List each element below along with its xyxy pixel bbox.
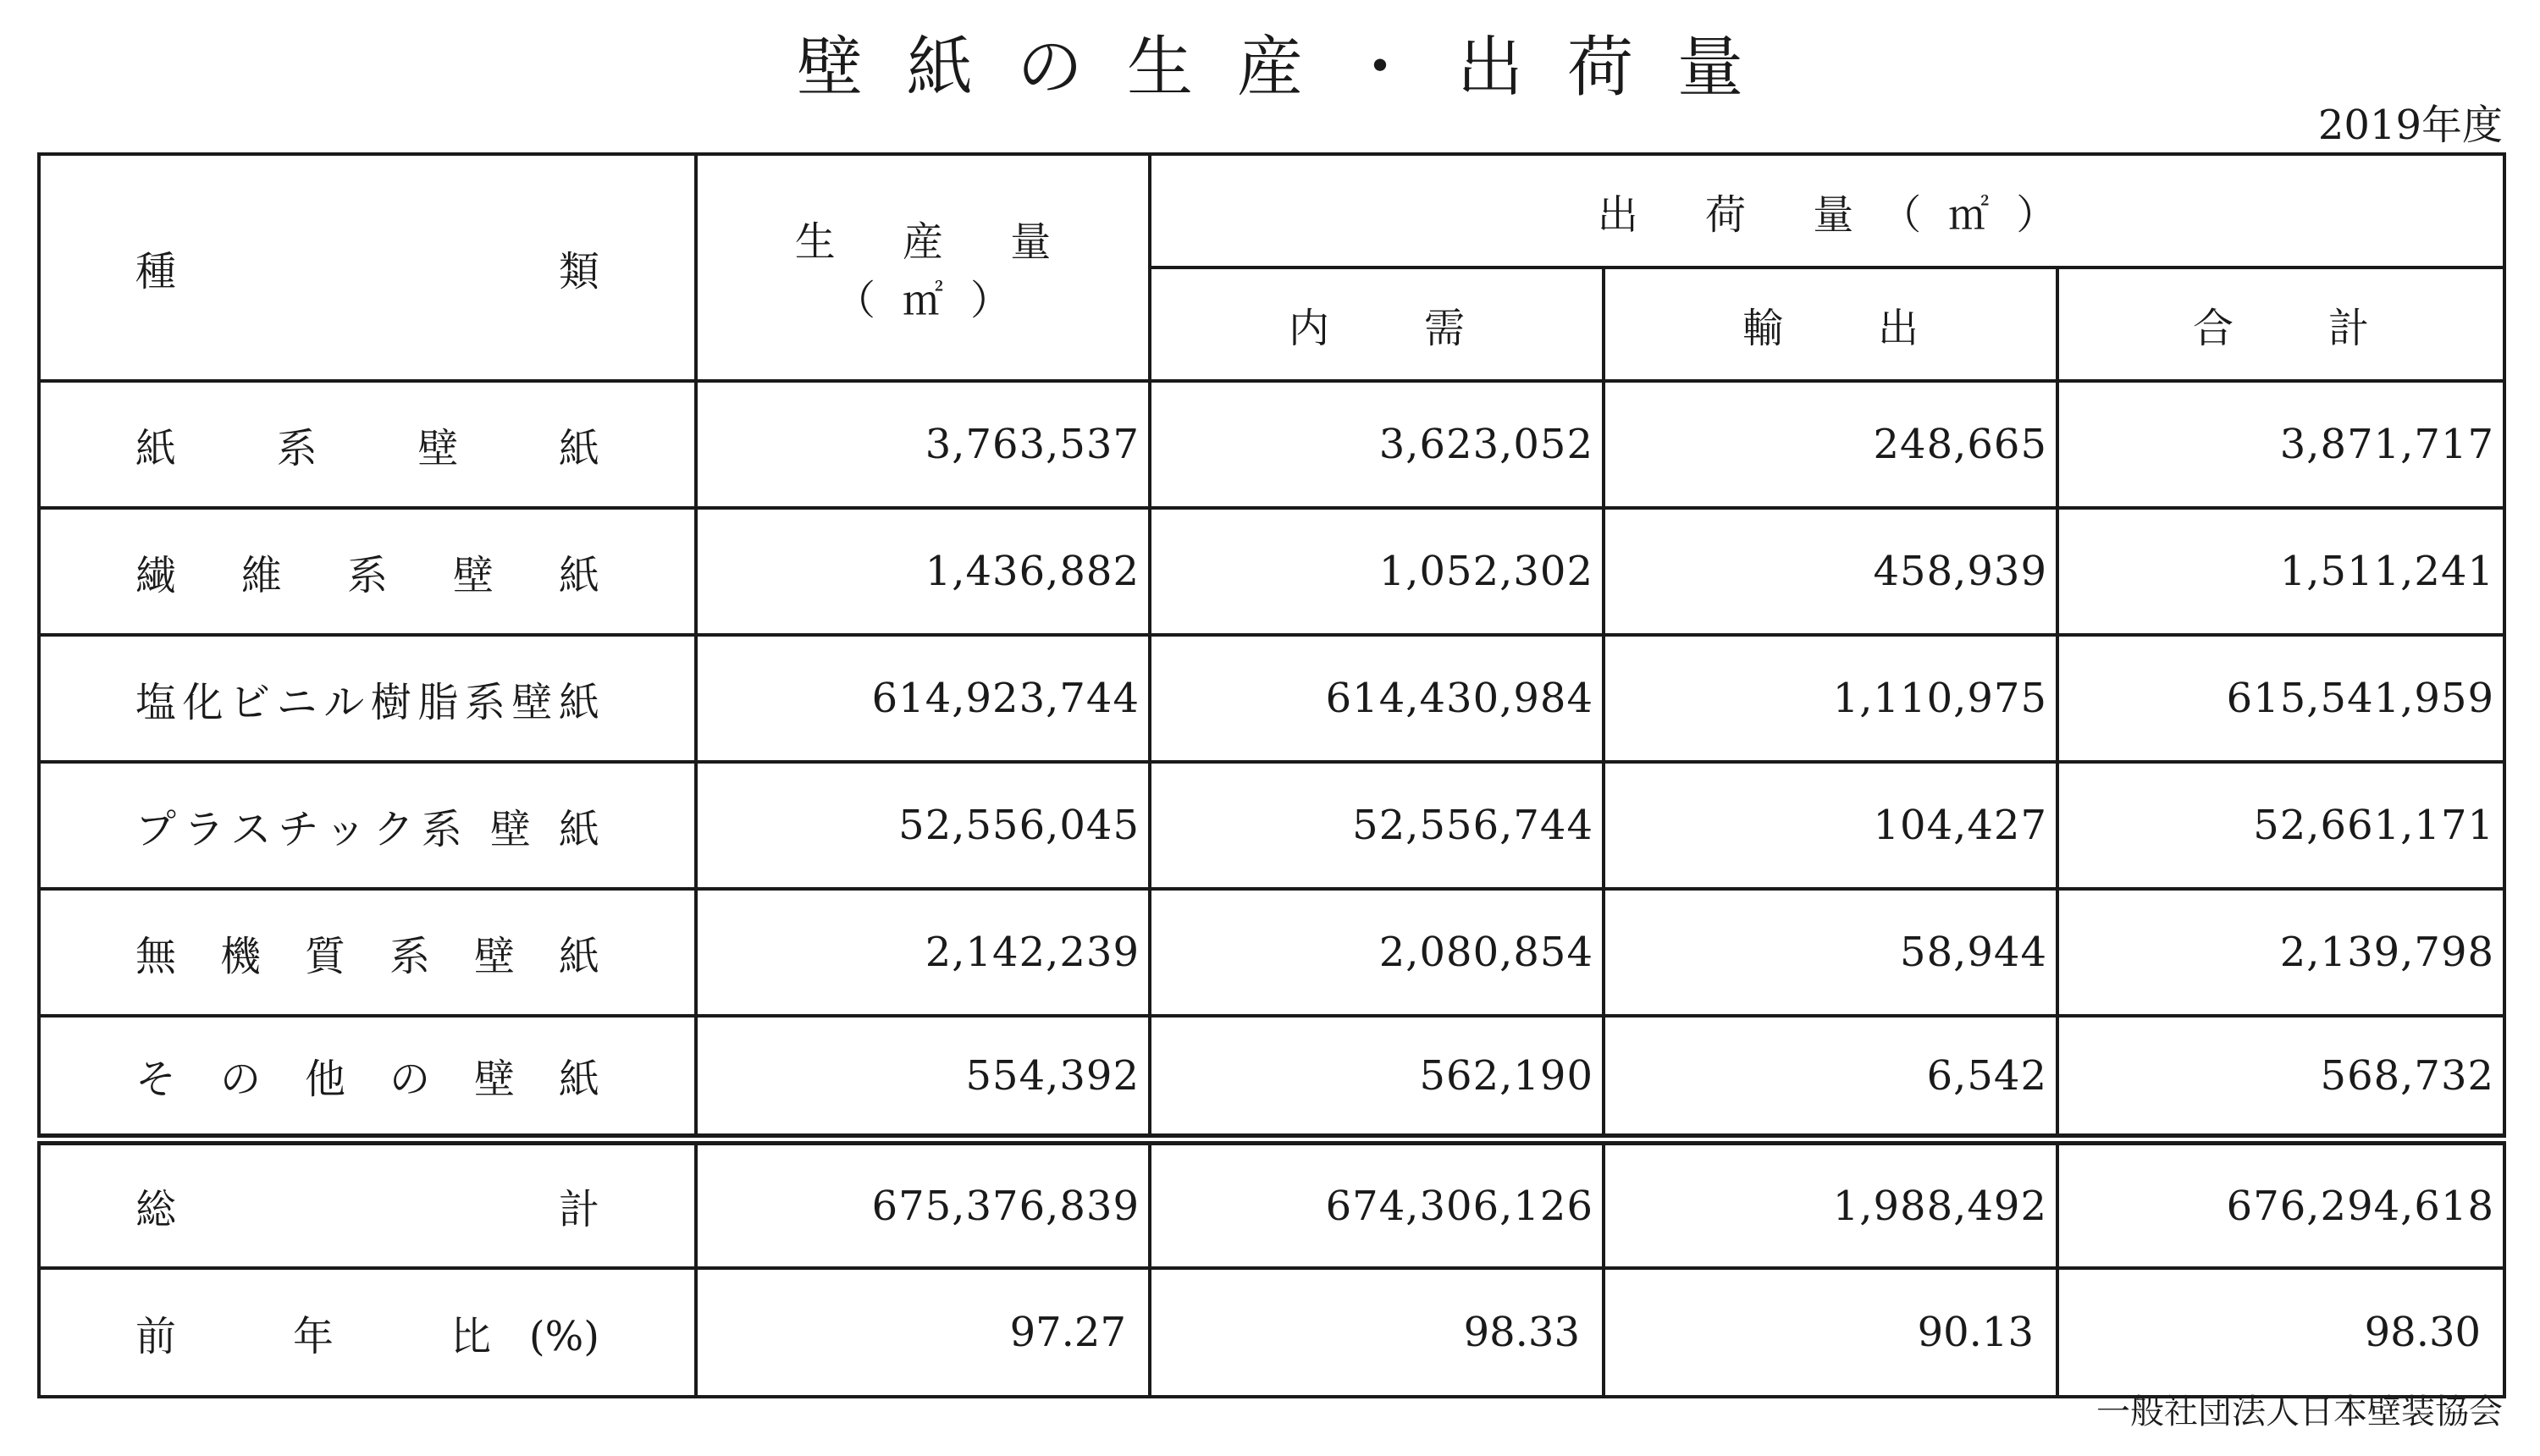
row-domestic: 52,556,744 (1150, 762, 1604, 889)
total-label: 総 計 (39, 1139, 696, 1268)
row-domestic: 562,190 (1150, 1016, 1604, 1139)
page-title: 壁紙の生産・出荷量 (796, 30, 1787, 106)
row-total: 3,871,717 (2057, 381, 2504, 508)
row-production: 52,556,045 (696, 762, 1150, 889)
row-type: プラスチック系 壁 紙 (39, 762, 696, 889)
row-total: 2,139,798 (2057, 889, 2504, 1016)
row-total: 615,541,959 (2057, 635, 2504, 762)
row-type: その他の壁紙 (39, 1016, 696, 1139)
header-type: 種 類 (39, 154, 696, 381)
ratio-total: 98.30 (2057, 1268, 2504, 1397)
row-export: 248,665 (1604, 381, 2057, 508)
header-production: 生 産 量（㎡） (696, 154, 1150, 381)
row-total: 1,511,241 (2057, 508, 2504, 635)
row-type: 無機質系壁紙 (39, 889, 696, 1016)
row-domestic: 3,623,052 (1150, 381, 1604, 508)
table-row (39, 889, 2504, 1016)
row-export: 104,427 (1604, 762, 2057, 889)
row-export: 58,944 (1604, 889, 2057, 1016)
row-production: 554,392 (696, 1016, 1150, 1139)
total-domestic: 674,306,126 (1150, 1139, 1604, 1268)
ratio-row (39, 1268, 2504, 1397)
table-row (39, 1016, 2504, 1139)
row-production: 3,763,537 (696, 381, 1150, 508)
total-export: 1,988,492 (1604, 1139, 2057, 1268)
header-domestic: 内 需 (1150, 267, 1604, 381)
row-production: 614,923,744 (696, 635, 1150, 762)
row-domestic: 614,430,984 (1150, 635, 1604, 762)
table-row (39, 762, 2504, 889)
ratio-label: 前 年 比(%) (39, 1268, 696, 1397)
header-shipment: 出 荷 量（㎡） (1150, 154, 2504, 267)
ratio-production: 97.27 (696, 1268, 1150, 1397)
table-row (39, 635, 2504, 762)
row-export: 1,110,975 (1604, 635, 2057, 762)
ratio-domestic: 98.33 (1150, 1268, 1604, 1397)
row-production: 1,436,882 (696, 508, 1150, 635)
table-row (39, 381, 2504, 508)
header-export: 輸 出 (1604, 267, 2057, 381)
row-total: 52,661,171 (2057, 762, 2504, 889)
row-export: 6,542 (1604, 1016, 2057, 1139)
total-production: 675,376,839 (696, 1139, 1150, 1268)
total-total: 676,294,618 (2057, 1139, 2504, 1268)
row-domestic: 1,052,302 (1150, 508, 1604, 635)
total-row (39, 1139, 2504, 1268)
row-production: 2,142,239 (696, 889, 1150, 1016)
wallpaper-stats-table (37, 152, 2506, 1398)
row-type: 塩化ビニル樹脂系壁紙 (39, 635, 696, 762)
source-attribution: 一般社団法人日本壁装協会 (2096, 1393, 2503, 1431)
row-type: 繊維系壁紙 (39, 508, 696, 635)
row-domestic: 2,080,854 (1150, 889, 1604, 1016)
header-total: 合 計 (2057, 267, 2504, 381)
table-header-row (39, 154, 2504, 267)
ratio-export: 90.13 (1604, 1268, 2057, 1397)
row-type: 紙 系 壁 紙 (39, 381, 696, 508)
fiscal-year-label: 2019年度 (2317, 102, 2503, 149)
table-row (39, 508, 2504, 635)
row-total: 568,732 (2057, 1016, 2504, 1139)
row-export: 458,939 (1604, 508, 2057, 635)
